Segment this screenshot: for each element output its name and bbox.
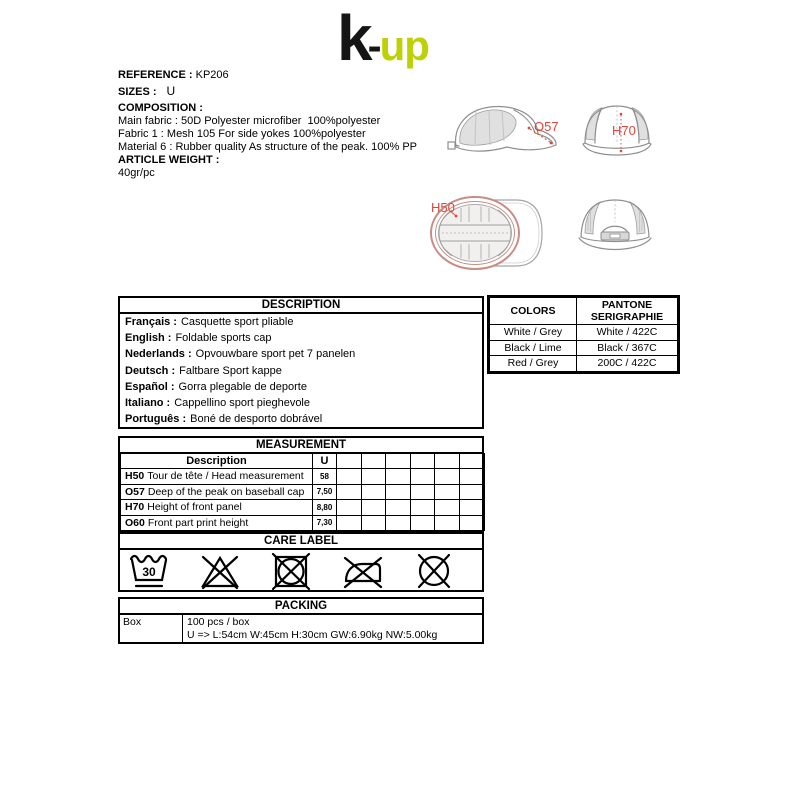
composition-line: Material 6 : Rubber quality As structure of the peak. 100% PP	[118, 141, 417, 153]
article-weight-heading: ARTICLE WEIGHT :	[118, 154, 220, 166]
composition-heading: COMPOSITION :	[118, 102, 203, 114]
measurement-title: MEASUREMENT	[120, 438, 482, 453]
packing-dimensions-line: U => L:54cm W:45cm H:30cm GW:6.90kg NW:5.00kg	[187, 628, 438, 641]
measurement-description-header: Description	[121, 454, 313, 469]
color-name: White / Grey	[490, 325, 577, 341]
sizes-label: SIZES :	[118, 86, 157, 98]
cap-side-view-drawing	[446, 101, 564, 163]
care-icons-row	[120, 550, 482, 592]
composition-line: Fabric 1 : Mesh 105 For side yokes 100%polyester	[118, 128, 366, 140]
packing-title: PACKING	[120, 599, 482, 615]
measurement-row: O60 Front part print height 7,30	[121, 515, 485, 531]
measurement-row: H50 Tour de tête / Head measurement 58	[121, 469, 485, 485]
measurement-size-header: U	[313, 454, 337, 469]
description-row-english: English : Foldable sports cap	[125, 332, 272, 345]
cap-bottom-view-drawing	[428, 192, 550, 274]
o57-label: O57	[534, 119, 559, 134]
measurement-row: O57 Deep of the peak on baseball cap 7,50	[121, 484, 485, 500]
pantone-header: PANTONE SERIGRAPHIE	[577, 298, 678, 325]
color-name: Black / Lime	[490, 340, 577, 356]
o57-start-dot	[528, 127, 531, 130]
logo-up-text: up	[379, 22, 429, 69]
packing-qty-line: 100 pcs / box	[187, 616, 250, 628]
description-row-espanol: Español : Gorra plegable de deporte	[125, 380, 307, 393]
description-row-portugues: Português : Boné de desporto dobrável	[125, 413, 323, 426]
logo-letter-k: k	[337, 2, 370, 74]
colors-row	[490, 356, 678, 372]
h70-label: H70	[612, 123, 636, 138]
care-label-table	[118, 532, 484, 592]
reference-line	[118, 69, 458, 82]
colors-row	[490, 325, 678, 341]
do-not-dry-clean-icon	[412, 551, 456, 591]
description-table	[118, 296, 484, 429]
measurement-row: H70 Height of front panel 8,80	[121, 500, 485, 516]
sizes-line	[118, 85, 458, 99]
packing-table	[118, 597, 484, 644]
composition-line: Main fabric : 50D Polyester microfiber 100%polyester	[118, 115, 381, 127]
do-not-bleach-icon	[198, 551, 242, 591]
pantone-value: 200C / 422C	[577, 356, 678, 372]
description-row-deutsch: Deutsch : Faltbare Sport kappe	[125, 364, 282, 377]
colors-table	[487, 295, 680, 374]
measurement-table	[118, 436, 484, 533]
description-row-italiano: Italiano : Cappellino sport pieghevole	[125, 397, 310, 410]
pantone-value: White / 422C	[577, 325, 678, 341]
colors-row	[490, 340, 678, 356]
do-not-iron-icon	[341, 551, 385, 591]
reference-label: REFERENCE :	[118, 69, 193, 81]
pantone-value: Black / 367C	[577, 340, 678, 356]
care-label-title: CARE LABEL	[120, 534, 482, 550]
article-weight-value: 40gr/pc	[118, 167, 155, 179]
sizes-value: U	[166, 84, 176, 98]
logo-dash: -	[367, 22, 382, 69]
description-title: DESCRIPTION	[120, 298, 482, 314]
cap-back-view-drawing	[574, 195, 656, 259]
packing-detail	[183, 615, 482, 642]
wash-30-icon	[127, 551, 171, 591]
description-row-nederlands: Nederlands : Opvouwbare sport pet 7 panelen	[125, 348, 356, 361]
product-info-block	[118, 69, 458, 180]
o57-end-dot	[550, 142, 553, 145]
do-not-tumble-dry-icon	[269, 551, 313, 591]
kup-logo	[337, 2, 429, 74]
reference-value: KP206	[195, 69, 229, 81]
color-name: Red / Grey	[490, 356, 577, 372]
packing-box-label: Box	[120, 615, 183, 642]
description-row-francais: Français : Casquette sport pliable	[125, 316, 294, 329]
cap-front-view-drawing	[577, 101, 657, 163]
colors-header: COLORS	[490, 298, 577, 325]
svg-text:30: 30	[142, 565, 156, 579]
h50-label: H50	[431, 200, 455, 215]
